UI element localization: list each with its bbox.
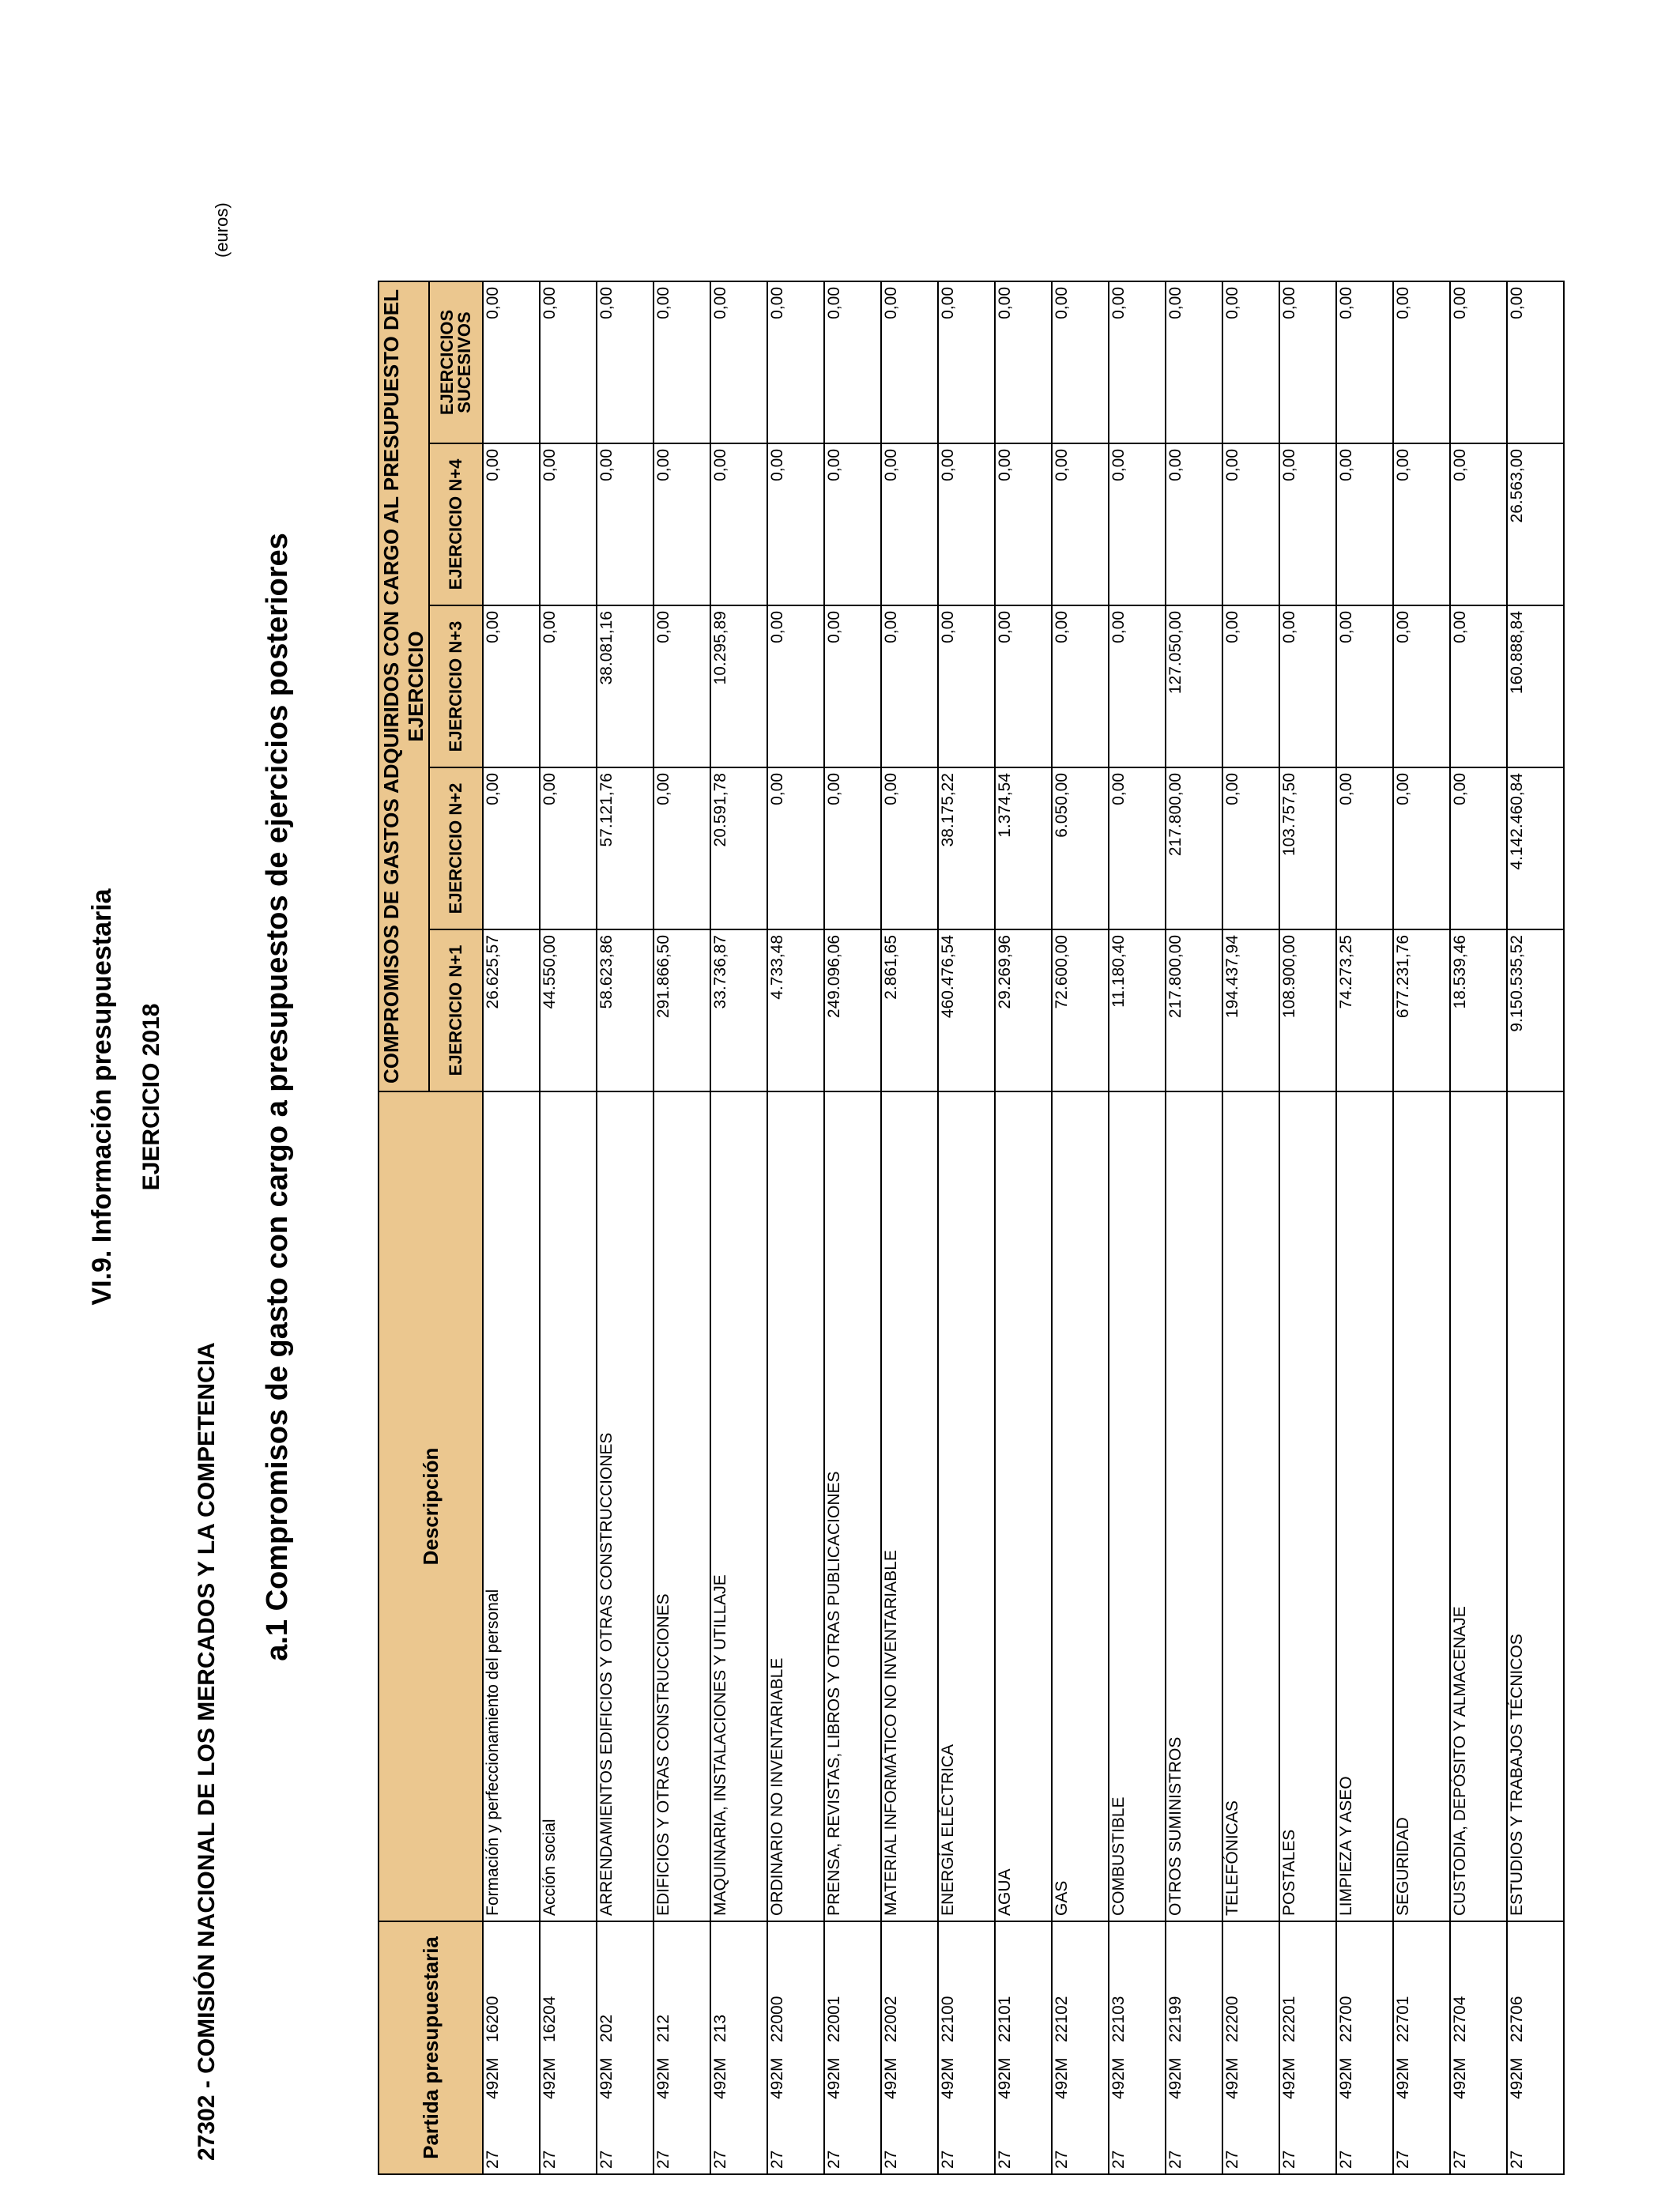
amount-n1: 26.625,57 [483, 929, 540, 1091]
amount-n2: 0,00 [540, 767, 597, 929]
partida-section: 27 [1053, 2150, 1071, 2169]
partida-section: 27 [654, 2150, 672, 2169]
partida-program: 492M [711, 2057, 729, 2099]
partida-program: 492M [1451, 2057, 1469, 2099]
amount-sucesivos: 0,00 [1109, 281, 1166, 443]
amount-n3: 160.888,84 [1507, 605, 1564, 767]
amount-sucesivos: 0,00 [654, 281, 710, 443]
partida-concept: 212 [654, 2014, 672, 2042]
partida-section: 27 [1451, 2150, 1469, 2169]
amount-sucesivos: 0,00 [597, 281, 654, 443]
amount-sucesivos: 0,00 [938, 281, 995, 443]
partida-section: 27 [939, 2150, 957, 2169]
partida-program: 492M [996, 2057, 1014, 2099]
partida-program: 492M [597, 2057, 616, 2099]
description-cell: LIMPIEZA Y ASEO [1336, 1091, 1393, 1921]
partida-cell [1507, 1921, 1564, 2174]
header-n1: EJERCICIO N+1 [429, 929, 483, 1091]
partida-cell [654, 1921, 710, 2174]
amount-n4: 0,00 [938, 443, 995, 605]
amount-n1: 249.096,06 [824, 929, 881, 1091]
amount-sucesivos: 0,00 [1052, 281, 1109, 443]
description-cell: TELEFÓNICAS [1222, 1091, 1279, 1921]
amount-n1: 4.733,48 [767, 929, 824, 1091]
amount-sucesivos: 0,00 [1279, 281, 1336, 443]
amount-n2: 1.374,54 [995, 767, 1052, 929]
partida-concept: 22002 [882, 1996, 900, 2042]
partida-concept: 22001 [825, 1996, 843, 2042]
table-row [540, 281, 597, 2174]
amount-n1: 108.900,00 [1279, 929, 1336, 1091]
partida-program: 492M [1394, 2057, 1412, 2099]
description-cell: Acción social [540, 1091, 597, 1921]
partida-cell [767, 1921, 824, 2174]
amount-n2: 0,00 [767, 767, 824, 929]
partida-section: 27 [1394, 2150, 1412, 2169]
amount-n2: 0,00 [1222, 767, 1279, 929]
amount-sucesivos: 0,00 [1336, 281, 1393, 443]
amount-n4: 0,00 [540, 443, 597, 605]
description-cell: ARRENDAMIENTOS EDIFICIOS Y OTRAS CONSTRUCCIONES [597, 1091, 654, 1921]
amount-n2: 38.175,22 [938, 767, 995, 929]
amount-n4: 0,00 [1109, 443, 1166, 605]
partida-concept: 22000 [768, 1996, 786, 2042]
description-cell: MATERIAL INFORMÁTICO NO INVENTARIABLE [881, 1091, 938, 1921]
amount-n4: 0,00 [767, 443, 824, 605]
table-row [1336, 281, 1393, 2174]
partida-section: 27 [1280, 2150, 1298, 2169]
amount-sucesivos: 0,00 [1222, 281, 1279, 443]
partida-program: 492M [541, 2057, 559, 2099]
table-row [1393, 281, 1450, 2174]
amount-sucesivos: 0,00 [767, 281, 824, 443]
description-cell: OTROS SUMINISTROS [1166, 1091, 1222, 1921]
table-row [938, 281, 995, 2174]
table-body [483, 281, 1564, 2174]
partida-concept: 16204 [541, 1996, 559, 2042]
partida-concept: 16200 [484, 1996, 502, 2042]
amount-n1: 72.600,00 [1052, 929, 1109, 1091]
amount-n2: 20.591,78 [710, 767, 767, 929]
header-descripcion: Descripción [379, 1091, 483, 1921]
amount-n4: 0,00 [1279, 443, 1336, 605]
amount-n1: 44.550,00 [540, 929, 597, 1091]
amount-n1: 33.736,87 [710, 929, 767, 1091]
amount-n2: 0,00 [654, 767, 710, 929]
partida-section: 27 [711, 2150, 729, 2169]
amount-n1: 460.476,54 [938, 929, 995, 1091]
partida-section: 27 [1508, 2150, 1526, 2169]
partida-program: 492M [1337, 2057, 1355, 2099]
partida-program: 492M [654, 2057, 672, 2099]
description-cell: MAQUINARIA, INSTALACIONES Y UTILLAJE [710, 1091, 767, 1921]
amount-n3: 38.081,16 [597, 605, 654, 767]
partida-program: 492M [1508, 2057, 1526, 2099]
amount-n2: 57.121,76 [597, 767, 654, 929]
partida-cell [1166, 1921, 1222, 2174]
amount-n4: 0,00 [1336, 443, 1393, 605]
amount-n3: 0,00 [1393, 605, 1450, 767]
amount-n2: 217.800,00 [1166, 767, 1222, 929]
amount-n1: 18.539,46 [1450, 929, 1507, 1091]
partida-cell [710, 1921, 767, 2174]
amount-n2: 0,00 [1450, 767, 1507, 929]
amount-sucesivos: 0,00 [1450, 281, 1507, 443]
amount-n3: 0,00 [1279, 605, 1336, 767]
table-row [1450, 281, 1507, 2174]
partida-program: 492M [939, 2057, 957, 2099]
amount-n4: 0,00 [824, 443, 881, 605]
amount-n2: 0,00 [824, 767, 881, 929]
section-title: a.1 Compromisos de gasto con cargo a presupuestos de ejercicios posteriores [261, 533, 294, 1661]
partida-cell [1450, 1921, 1507, 2174]
table-row [995, 281, 1052, 2174]
amount-n1: 29.269,96 [995, 929, 1052, 1091]
partida-concept: 213 [711, 2014, 729, 2042]
partida-program: 492M [882, 2057, 900, 2099]
description-cell: GAS [1052, 1091, 1109, 1921]
amount-n3: 10.295,89 [710, 605, 767, 767]
header-group-compromisos: COMPROMISOS DE GASTOS ADQUIRIDOS CON CARGO AL PRESUPUESTO DEL EJERCICIO [379, 281, 429, 1091]
partida-cell [1109, 1921, 1166, 2174]
table-row [1279, 281, 1336, 2174]
amount-n4: 0,00 [1166, 443, 1222, 605]
amount-n1: 74.273,25 [1336, 929, 1393, 1091]
description-cell: ORDINARIO NO INVENTARIABLE [767, 1091, 824, 1921]
amount-n2: 0,00 [483, 767, 540, 929]
table-row [1507, 281, 1564, 2174]
amount-n3: 0,00 [1222, 605, 1279, 767]
commitments-table [378, 281, 1565, 2175]
partida-section: 27 [1109, 2150, 1128, 2169]
amount-n3: 0,00 [1109, 605, 1166, 767]
partida-concept: 22700 [1337, 1996, 1355, 2042]
partida-concept: 22201 [1280, 1996, 1298, 2042]
header-partida: Partida presupuestaria [379, 1921, 483, 2174]
table-row [1052, 281, 1109, 2174]
amount-sucesivos: 0,00 [995, 281, 1052, 443]
partida-program: 492M [1280, 2057, 1298, 2099]
partida-section: 27 [1337, 2150, 1355, 2169]
amount-n4: 0,00 [995, 443, 1052, 605]
table-row [597, 281, 654, 2174]
amount-n4: 0,00 [881, 443, 938, 605]
header-n4: EJERCICIO N+4 [429, 443, 483, 605]
amount-n1: 58.623,86 [597, 929, 654, 1091]
amount-sucesivos: 0,00 [881, 281, 938, 443]
amount-n3: 0,00 [654, 605, 710, 767]
amount-n4: 0,00 [1222, 443, 1279, 605]
amount-n3: 0,00 [881, 605, 938, 767]
partida-program: 492M [825, 2057, 843, 2099]
amount-sucesivos: 0,00 [1393, 281, 1450, 443]
description-cell: POSTALES [1279, 1091, 1336, 1921]
partida-cell [1279, 1921, 1336, 2174]
table-row [654, 281, 710, 2174]
amount-n4: 0,00 [1393, 443, 1450, 605]
amount-n3: 0,00 [1052, 605, 1109, 767]
amount-n4: 0,00 [597, 443, 654, 605]
partida-section: 27 [1223, 2150, 1241, 2169]
description-cell: EDIFICIOS Y OTRAS CONSTRUCCIONES [654, 1091, 710, 1921]
amount-sucesivos: 0,00 [824, 281, 881, 443]
table-row [1166, 281, 1222, 2174]
amount-n3: 0,00 [938, 605, 995, 767]
partida-section: 27 [768, 2150, 786, 2169]
partida-cell [1336, 1921, 1393, 2174]
amount-n2: 0,00 [881, 767, 938, 929]
table-row [824, 281, 881, 2174]
amount-n3: 0,00 [483, 605, 540, 767]
amount-sucesivos: 0,00 [540, 281, 597, 443]
amount-n3: 0,00 [1450, 605, 1507, 767]
partida-section: 27 [484, 2150, 502, 2169]
amount-n4: 0,00 [1052, 443, 1109, 605]
amount-n4: 0,00 [1450, 443, 1507, 605]
amount-n4: 26.563,00 [1507, 443, 1564, 605]
partida-program: 492M [1053, 2057, 1071, 2099]
partida-section: 27 [1166, 2150, 1185, 2169]
page-title: VI.9. Información presupuestaria [87, 888, 117, 1306]
partida-cell [938, 1921, 995, 2174]
partida-concept: 22706 [1508, 1996, 1526, 2042]
table-row [767, 281, 824, 2174]
partida-section: 27 [541, 2150, 559, 2169]
partida-section: 27 [825, 2150, 843, 2169]
amount-n3: 127.050,00 [1166, 605, 1222, 767]
amount-n4: 0,00 [483, 443, 540, 605]
amount-n1: 194.437,94 [1222, 929, 1279, 1091]
amount-n2: 4.142.460,84 [1507, 767, 1564, 929]
fiscal-year: EJERCICIO 2018 [138, 1003, 164, 1191]
partida-program: 492M [1223, 2057, 1241, 2099]
amount-n3: 0,00 [824, 605, 881, 767]
description-cell: COMBUSTIBLE [1109, 1091, 1166, 1921]
partida-program: 492M [1166, 2057, 1185, 2099]
amount-n1: 11.180,40 [1109, 929, 1166, 1091]
partida-concept: 22199 [1166, 1996, 1185, 2042]
partida-cell [597, 1921, 654, 2174]
partida-cell [483, 1921, 540, 2174]
description-cell: SEGURIDAD [1393, 1091, 1450, 1921]
amount-n3: 0,00 [995, 605, 1052, 767]
amount-n2: 0,00 [1109, 767, 1166, 929]
description-cell: ENERGÍA ELÉCTRICA [938, 1091, 995, 1921]
partida-concept: 22102 [1053, 1996, 1071, 2042]
partida-cell [1393, 1921, 1450, 2174]
amount-n2: 0,00 [1336, 767, 1393, 929]
partida-program: 492M [1109, 2057, 1128, 2099]
partida-cell [881, 1921, 938, 2174]
partida-concept: 22101 [996, 1996, 1014, 2042]
amount-sucesivos: 0,00 [1166, 281, 1222, 443]
amount-n1: 217.800,00 [1166, 929, 1222, 1091]
header-n2: EJERCICIO N+2 [429, 767, 483, 929]
amount-n3: 0,00 [1336, 605, 1393, 767]
description-cell: ESTUDIOS Y TRABAJOS TÉCNICOS [1507, 1091, 1564, 1921]
table-row [710, 281, 767, 2174]
table-row [1109, 281, 1166, 2174]
amount-n2: 6.050,00 [1052, 767, 1109, 929]
table-row [881, 281, 938, 2174]
amount-n1: 291.866,50 [654, 929, 710, 1091]
amount-n4: 0,00 [710, 443, 767, 605]
amount-n1: 9.150.535,52 [1507, 929, 1564, 1091]
header-n3: EJERCICIO N+3 [429, 605, 483, 767]
partida-concept: 22200 [1223, 1996, 1241, 2042]
partida-section: 27 [597, 2150, 616, 2169]
amount-n2: 103.757,50 [1279, 767, 1336, 929]
partida-cell [824, 1921, 881, 2174]
partida-cell [995, 1921, 1052, 2174]
table-row [1222, 281, 1279, 2174]
units-label: (euros) [212, 202, 232, 258]
partida-concept: 22100 [939, 1996, 957, 2042]
amount-n4: 0,00 [654, 443, 710, 605]
partida-program: 492M [484, 2057, 502, 2099]
description-cell: Formación y perfeccionamiento del personal [483, 1091, 540, 1921]
amount-n3: 0,00 [540, 605, 597, 767]
description-cell: CUSTODIA, DEPÓSITO Y ALMACENAJE [1450, 1091, 1507, 1921]
partida-section: 27 [882, 2150, 900, 2169]
description-cell: AGUA [995, 1091, 1052, 1921]
partida-concept: 22704 [1451, 1996, 1469, 2042]
partida-cell [1052, 1921, 1109, 2174]
amount-n1: 677.231,76 [1393, 929, 1450, 1091]
amount-n1: 2.861,65 [881, 929, 938, 1091]
amount-sucesivos: 0,00 [1507, 281, 1564, 443]
amount-sucesivos: 0,00 [710, 281, 767, 443]
description-cell: PRENSA, REVISTAS, LIBROS Y OTRAS PUBLICACIONES [824, 1091, 881, 1921]
partida-cell [540, 1921, 597, 2174]
amount-sucesivos: 0,00 [483, 281, 540, 443]
table-row [483, 281, 540, 2174]
partida-concept: 22103 [1109, 1996, 1128, 2042]
amount-n2: 0,00 [1393, 767, 1450, 929]
partida-concept: 202 [597, 2014, 616, 2042]
organization-name: 27302 - COMISIÓN NACIONAL DE LOS MERCADOS Y LA COMPETENCIA [194, 1342, 220, 2161]
partida-program: 492M [768, 2057, 786, 2099]
partida-cell [1222, 1921, 1279, 2174]
amount-n3: 0,00 [767, 605, 824, 767]
partida-section: 27 [996, 2150, 1014, 2169]
partida-concept: 22701 [1394, 1996, 1412, 2042]
header-sucesivos: EJERCICIOS SUCESIVOS [429, 281, 483, 443]
